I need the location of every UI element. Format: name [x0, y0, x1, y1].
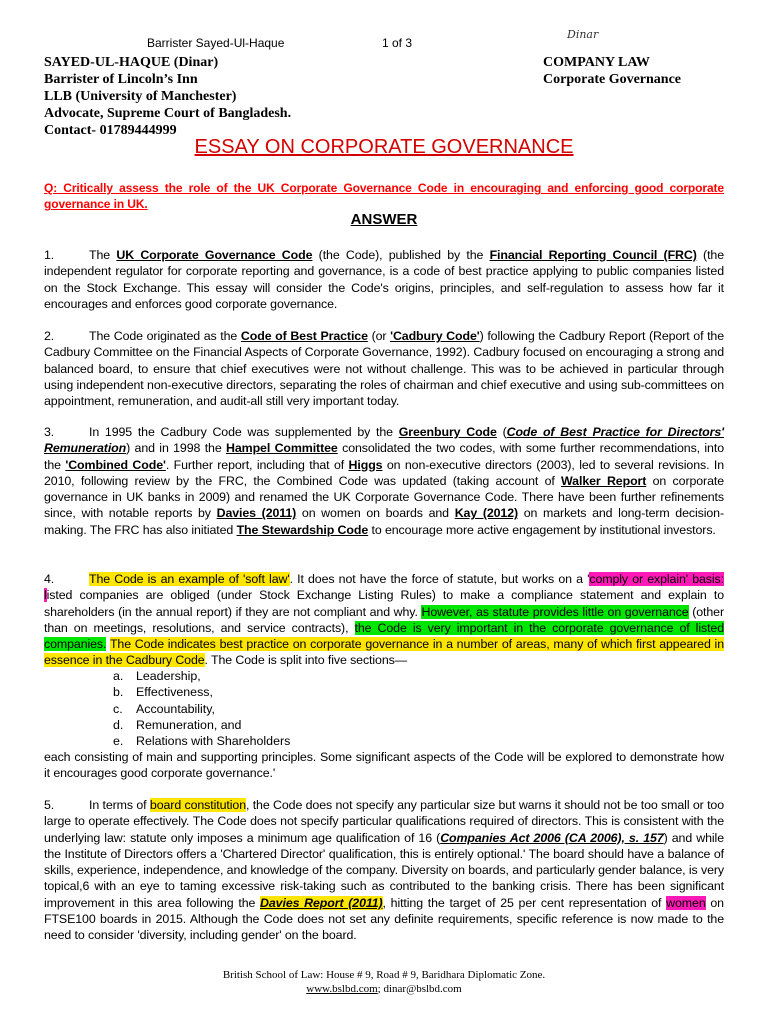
text: The Code originated as the: [89, 329, 241, 343]
list-item: [113, 684, 290, 700]
list-item: [113, 701, 290, 717]
text: (: [496, 425, 507, 439]
reference-kay: Kay (2012): [454, 506, 519, 521]
list-item: [113, 668, 290, 684]
reference-remuneration-code: Code of Best Practice for Directors' Remuneration: [44, 425, 724, 456]
paragraph-number: 1.: [44, 248, 55, 262]
text: . Further report, including that of: [165, 457, 349, 472]
list-marker: a.: [113, 669, 124, 683]
text: ) following the Cadbury Report (Report of the Cadbury Committee on the Financial Aspects of Corporate Governance, 1992). Cadbury focused on encouraging a strong and balanced board, to ensure that chief executives were not without challenge. This was to be achieved in particular through using independent non-executive directors, separating the roles of chairman and chief executive and using sub-committees on appointment, remuneration, and audit-all still very important today.: [44, 329, 725, 409]
running-header: [0, 28, 768, 52]
reference-uk-cg-code: UK Corporate Governance Code: [116, 248, 313, 262]
reference-code-best-practice: Code of Best Practice: [240, 329, 368, 343]
email-text: dinar@bslbd.com: [383, 983, 462, 995]
text: on women on boards and: [296, 506, 455, 521]
highlight-best-practice: The Code indicates best practice on corporate governance in a number of areas, many of which first appeared in essence in the Cadbury Code: [44, 637, 724, 668]
paragraph-number: 5.: [44, 798, 55, 812]
author-block: [44, 54, 291, 139]
list-label: Effectiveness,: [136, 685, 213, 700]
author-title: Barrister of Lincoln’s Inn: [44, 72, 198, 87]
text: (the independent regulator for corporate reporting and governance, is a code of best practice applying to public companies listed on the Stock Exchange. This essay will consider the Code's origins, principles, and self-regulation to assess how far it encourages and enforces good corporate governance.: [44, 248, 725, 311]
essay-question: Q: Critically assess the role of the UK Corporate Governance Code in encouraging and enforcing good corporate governance in UK.: [44, 181, 724, 211]
highlight-statute: However, as statute provides little on governance: [421, 604, 689, 619]
paragraph-number: 3.: [44, 425, 55, 439]
text: , the Code does not specify any particular size but warns it should not be too small or too large to operate effectively. The Code does not specify particular qualifications required of directors. This is consistent with the underlying law: statute only imposes a minimum age qualification of 16 (: [44, 798, 724, 845]
list-label: Accountability,: [136, 701, 215, 716]
text: on corporate governance in UK banks in 2009) and renamed the UK Corporate Governance Code. There have been further refinements since, with notable reports by: [44, 473, 725, 521]
highlight-code-importance: the Code is very important in the corporate governance of listed companies.: [44, 620, 725, 652]
text: , hitting the target of 25 per cent representation of: [382, 895, 667, 910]
list-item: [113, 717, 290, 733]
code-sections-list: [113, 668, 290, 749]
reference-greenbury-code: Greenbury Code: [398, 425, 497, 439]
highlight-davies-report: Davies Report (2011): [260, 895, 383, 910]
reference-cadbury-code: 'Cadbury Code': [390, 329, 480, 343]
reference-davies: Davies (2011): [216, 506, 297, 521]
text: (or: [367, 329, 391, 343]
page-number: 1 of 3: [382, 36, 413, 50]
text: isted companies are obliged (under Stock Exchange Listing Rules) to make a compliance statement and explain to shareholders (in the annual report) if they are not compliant and why.: [44, 588, 724, 619]
highlight-women: women: [666, 895, 706, 910]
list-label: Remuneration, and: [136, 717, 242, 732]
text: ) and while the Institute of Directors offers a 'Chartered Director' qualification, this is entirely optional.' The board should have a balance of skills, experience, independence, and knowledge of the company. Diversity on boards, and particularly gender balance, is very topical,6 with an eye to taming excessive risk-taking such as contributed to the banking crisis. There has been significant improvement in this area following the: [44, 830, 724, 910]
subject-block: [543, 54, 681, 88]
reference-walker-report: Walker Report: [561, 473, 647, 488]
paragraph-4: [44, 571, 724, 669]
text: (other than on meetings, resolutions, and service contracts),: [44, 604, 724, 635]
subject-course: COMPANY LAW: [543, 55, 650, 70]
author-degree: LLB (University of Manchester): [44, 89, 237, 104]
answer-heading: ANSWER: [350, 211, 418, 228]
website-link[interactable]: www.bslbd.com: [306, 983, 378, 995]
text: The: [89, 248, 117, 262]
text: . It does not have the force of statute, but works on a ': [289, 572, 590, 586]
paragraph-4-closing: each consisting of main and supporting principles. Some significant aspects of the Code will be explored to demonstrate how it encourages good corporate governance.': [44, 750, 724, 781]
footer-address: British School of Law: House # 9, Road # 9, Baridhara Diplomatic Zone.: [222, 969, 546, 981]
list-marker: c.: [113, 701, 123, 716]
text: In terms of: [89, 798, 150, 812]
text: to encourage more active engagement by institutional investors.: [368, 522, 716, 537]
author-contact: Contact- 01789444999: [44, 123, 177, 138]
footer-contact: [0, 982, 768, 996]
reference-higgs: Higgs: [348, 457, 383, 472]
highlight-board-constitution: board constitution: [149, 798, 246, 812]
header-author: Barrister Sayed-Ul-Haque: [147, 36, 285, 50]
page-footer: [0, 968, 768, 996]
reference-combined-code: 'Combined Code': [65, 457, 166, 472]
list-marker: e.: [113, 734, 124, 749]
paragraph-number: 4.: [44, 572, 55, 586]
reference-stewardship-code: The Stewardship Code: [236, 522, 369, 537]
text: on FTSE100 boards in 2015. Although the Code does not set any definite requirements, specific reference is now made to the need to consider 'diversity, including gender' on the board.: [44, 895, 724, 943]
paragraph-1: [44, 247, 724, 312]
paragraph-number: 2.: [44, 329, 55, 343]
text: . The Code is split into five sections—: [204, 653, 408, 668]
list-label: Relations with Shareholders: [136, 734, 291, 749]
separator: ;: [377, 983, 384, 995]
list-marker: b.: [113, 685, 124, 700]
reference-companies-act: Companies Act 2006 (CA 2006), s. 157: [440, 830, 664, 845]
highlight-soft-law: The Code is an example of 'soft law': [89, 572, 290, 586]
reference-hampel-committee: Hampel Committee: [226, 441, 338, 456]
text: ) and in 1998 the: [126, 441, 227, 456]
author-position: Advocate, Supreme Court of Bangladesh.: [44, 106, 292, 121]
list-marker: d.: [113, 717, 124, 732]
essay-title: ESSAY ON CORPORATE GOVERNANCE: [194, 136, 574, 158]
text: on non-executive directors (2003), led to several revisions. In 2010, following review by the FRC, the Combined Code was updated (taking account of: [44, 457, 724, 488]
subject-topic: Corporate Governance: [543, 72, 682, 87]
handwritten-signature: Dinar: [567, 28, 599, 41]
paragraph-3: [44, 424, 724, 538]
text: consolidated the two codes, with some further recommendations, into the: [44, 441, 724, 472]
author-name: SAYED-UL-HAQUE (Dinar): [44, 55, 219, 70]
text: In 1995 the Cadbury Code was supplemented by the: [89, 425, 399, 439]
paragraph-2: [44, 328, 724, 409]
list-item: [113, 733, 290, 749]
highlight-comply-or-explain: comply or explain' basis: l: [44, 572, 724, 603]
list-label: Leadership,: [136, 669, 201, 683]
text: on markets and long-term decision-making. The FRC has also initiated: [44, 506, 724, 537]
reference-frc: Financial Reporting Council (FRC): [489, 248, 697, 262]
paragraph-5: [44, 797, 724, 944]
text: (the Code), published by the: [312, 248, 490, 262]
